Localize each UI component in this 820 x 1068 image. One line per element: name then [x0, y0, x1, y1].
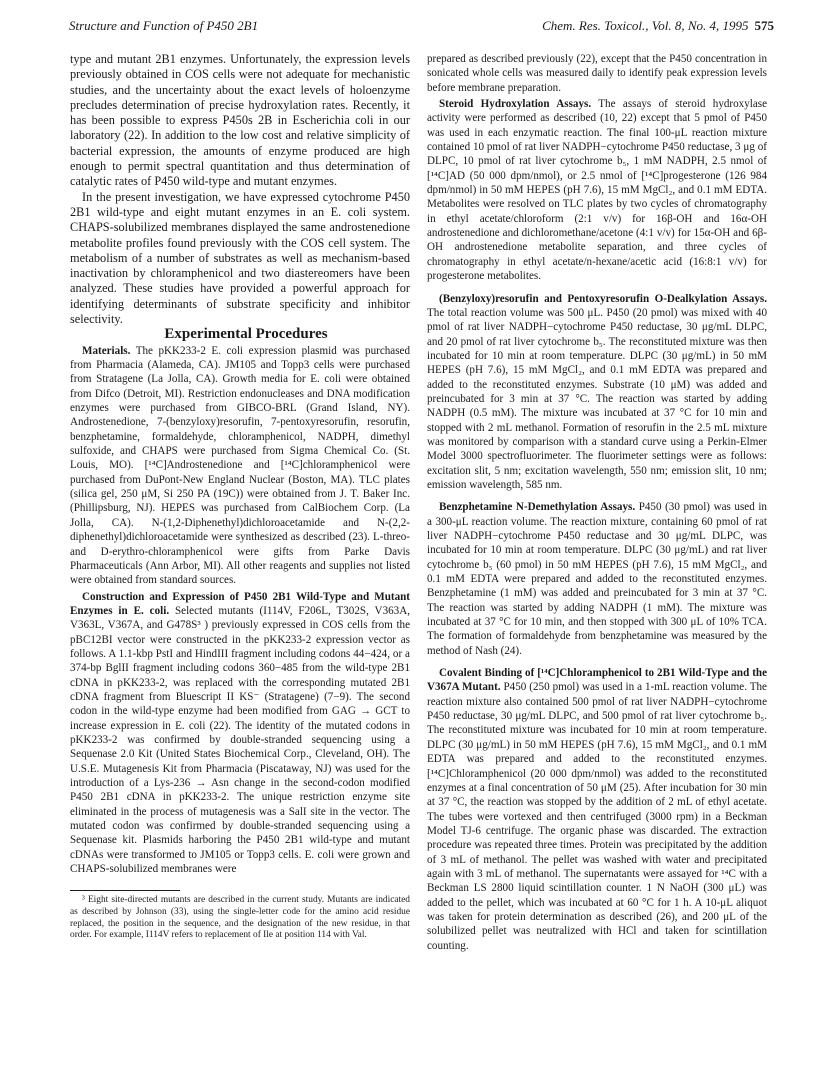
- section-title: Experimental Procedures: [164, 326, 328, 343]
- footnote: ³ Eight site-directed mutants are described in the current study. Mutants are indicated as described by Johnson (33), using the single-letter code for the amino acid residue replaced, the position in the sequence, and the designation of the new residue, in that order. For example, I114V refers to replacement of Ile at position 114 with Val.: [70, 895, 410, 941]
- materials-paragraph: [70, 344, 410, 588]
- benzphetamine-heading: Benzphetamine N-Demethylation Assays.: [439, 501, 636, 514]
- journal-citation: [542, 18, 774, 34]
- covalent-binding-heading: Covalent Binding of [¹⁴C]Chloramphenicol to 2B1 Wild-Type and the V367A Mutant.: [427, 667, 767, 694]
- intro-paragraph-1: type and mutant 2B1 enzymes. Unfortunately, the expression levels previously obtained in COS cells were not adequate for mechanistic studies, and the uncertainty about the exact levels of holoenzyme precludes determination of precise hydroxylation rates. Recently, it has been possible to express P450s 2B in Escherichia coli in our laboratory (22). In addition to the low cost and relative simplicity of bacterial expression, the amounts of enzyme produced are high enough to permit spectral quantitation and thus determination of catalytic rates of P450 wild-type and mutant enzymes.: [70, 52, 410, 189]
- footnote-divider: [70, 890, 180, 891]
- continued-paragraph: prepared as described previously (22), except that the P450 concentration in sonicated whole cells was measured daily to identify peak expression levels before membrane preparation.: [427, 53, 767, 94]
- covalent-binding-text: P450 (250 pmol) was used in a 1-mL reaction volume. The reaction mixture also contained 500 pmol of rat liver NADPH−cytochrome P450 reductase, 30 μg/mL DLPC, and 500 pmol of rat liver cytochrome b₅. The reconstituted mixture was incubated for 10 min at room temperature. DLPC (30 μg/mL) in 50 mM HEPES (pH 7.6), 15 mM MgCl₂, and 0.1 mM EDTA was prepared and added to the reconstituted enzymes. [¹⁴C]Chloramphenicol (20 000 dpm/nmol) was added to the reconstituted enzymes at a final concentration of 50 μM (25). After incubation for 30 min at 37 °C, the reaction was stopped by the addition of 2 mL of ethyl acetate. The tubes were vortexed and then centrifuged (3000 rpm) in a Beckman Model TJ-6 centrifuge. The organic phase was discarded. The extraction procedure was repeated three times. Protein was precipitated by the addition of 3 mL of methanol. The pellet was washed with water and precipitated again with 3 mL of methanol. The supernatants were assayed for ¹⁴C with a Beckman LS 2800 liquid scintillation counter. 1 N NaOH (300 μL) was added to the pellet, which was incubated at 60 °C for 1 h. A 10-μL aliquot was taken for protein determination as described (26), and 200 μL of the solubilized pellet was neutralized with HCl and taken for scintillation counting.: [427, 681, 767, 952]
- steroid-paragraph: [427, 97, 767, 283]
- construction-heading: Construction and Expression of P450 2B1 Wild-Type and Mutant Enzymes in E. coli.: [70, 590, 410, 617]
- benzphetamine-text: P450 (30 pmol) was used in a 300-μL reaction volume. The reaction mixture, containing 60 pmol of rat liver NADPH−cytochrome P450 reductase and 30 μg/mL DLPC, was incubated for 10 min at room temperature. DLPC (30 μg/mL) and rat liver cytochrome b₅ (60 pmol) in 50 mM HEPES (pH 7.6), 15 mM MgCl₂, and 0.1 mM EDTA were prepared and added to the reconstituted enzymes. Benzphetamine (1 mM) was added and preincubated for 3 min at 37 °C. The reaction was started by adding NADPH (1 mM). The mixture was incubated at 37 °C for 10 min, and then stopped with 300 μL of 10% TCA. The formation of formaldehyde from benzphetamine was measured by the method of Nash (24).: [427, 501, 767, 657]
- materials-text: The pKK233-2 E. coli expression plasmid was purchased from Pharmacia (Alameda, CA). JM105 and Topp3 cells were purchased from Stratagene (La Jolla, CA). Growth media for E. coli were obtained from Difco (Detroit, MI). Restriction endonucleases and DNA modification enzymes were purchased from GIBCO-BRL (Grand Island, NY). Androstenedione, 7-(benzyloxy)resorufin, 7-pentoxyresorufin, resorufin, benzphetamine, formaldehyde, chloramphenicol, NADPH, dimethyl sulfoxide, and CHAPS were purchased from Sigma Chemical Co. (St. Louis, MO). [¹⁴C]Androstenedione and [¹⁴C]chloramphenicol were purchased from DuPont-New England Nuclear (Boston, MA). TLC plates (silica gel, 250 μM, Si 250 PA (19C)) were obtained from J. T. Baker Inc. (Phillipsburg, NJ). HEPES was purchased from CalBiochem Corp. (La Jolla, CA). N-(1,2-Diphenethyl)dichloroacetamide and N-(2,2-diphenethyl)dichloroacetamide were synthesized as described (23). L-threo- and D-erythro-chloramphenicol were gifts from Parke Davis Pharmaceuticals (Ann Arbor, MI). All other reagents and supplies not listed were obtained from standard sources.: [70, 344, 410, 587]
- page-number: 575: [754, 18, 774, 33]
- journal-name: Chem. Res. Toxicol., Vol. 8, No. 4, 1995: [542, 18, 749, 33]
- right-column: [427, 52, 767, 953]
- running-header: [0, 0, 820, 40]
- construction-text: Selected mutants (I114V, F206L, T302S, V363A, V363L, V367A, and G478S³ ) previously expressed in COS cells from the pBC12BI vector were constructed in the pKK233-2 expression vector as follows. A 1.1-kbp PstI and HindIII fragment including codons 44−424, or a 374-bp BglII fragment including codons 360−485 from the wild-type 2B1 cDNA in pKK233-2, was replaced with the corresponding mutated 2B1 cDNA fragment from Bluescript II KS⁻ (Stratagene) (7−9). The second codon in the wild-type enzyme had been modified from GAG → GCT to increase expression in E. coli (22). The identity of the mutated codons in pKK233-2 was confirmed by double-stranded sequencing using a Sequenase 2.0 Kit (United States Biochemical Corp., Cleveland, OH). The U.S.E. Mutagenesis Kit from Pharmacia (Piscataway, NJ) was used for the introduction of a Lys-236 → Asn change in the second-codon modified P450 2B1 cDNA in pKK233-2. The unique restriction enzyme site eliminated in the process of mutagenesis was a SalI site in the vector. The mutated codon was confirmed by double-stranded sequencing using a Sequenase kit. Plasmids harboring the P450 2B1 wild-type and mutant cDNAs were transformed to JM105 or Topp3 cells. E. coli were grown and CHAPS-solubilized membranes were: [70, 604, 410, 876]
- intro-paragraph-2: In the present investigation, we have expressed cytochrome P450 2B1 wild-type and eight mutant enzymes in an E. coli system. CHAPS-solubilized membranes displayed the same androstenedione metabolite profiles found previously with the COS cell system. The metabolism of a number of substrates as well as mechanism-based inactivation by chloramphenicol and two diastereomers have been analyzed. These studies have provided a powerful approach for identifying determinants of substrate specificity and inhibitor selectivity.: [70, 189, 410, 327]
- benzyloxy-heading: (Benzyloxy)resorufin and Pentoxyresorufin O-Dealkylation Assays.: [439, 292, 767, 305]
- running-title: Structure and Function of P450 2B1: [69, 18, 259, 33]
- covalent-binding-paragraph: [427, 666, 767, 953]
- benzyloxy-paragraph: [427, 292, 767, 493]
- steroid-text: The assays of steroid hydroxylase activity were performed as described (10, 22) except that 5 pmol of P450 was used in each enzymatic reaction. The final 100-μL reaction mixture contained 10 pmol of rat liver NADPH−cytochrome P450 reductase, 3 μg of DLPC, 10 pmol of rat liver cytochrome b₅, 1 mM NADPH, 2.5 nmol of [¹⁴C]AD (50 000 dpm/nmol), or 2.5 nmol of [¹⁴C]progesterone (126 984 dpm/nmol) in 50 mM HEPES (pH 7.6), 15 mM MgCl₂, and 0.1 mM EDTA. Metabolites were resolved on TLC plates by two cycles of chromatography in ethyl acetate/chloroform (2:1 v/v) for 16β-OH and 16α-OH androstenedione and dichloromethane/acetone (4:1 v/v) for 15α-OH and 6β-OH androstenedione metabolite separation, and three cycles of chromatography in ethyl acetate/n-hexane/acetic acid (16:8:1 v/v) for progesterone metabolites.: [427, 98, 767, 283]
- benzphetamine-paragraph: [427, 500, 767, 658]
- construction-paragraph: [70, 590, 410, 877]
- left-column: [70, 52, 410, 942]
- steroid-heading: Steroid Hydroxylation Assays.: [439, 98, 592, 111]
- materials-heading: Materials.: [82, 344, 131, 357]
- benzyloxy-text: The total reaction volume was 500 μL. P450 (20 pmol) was mixed with 40 pmol of rat liver NADPH−cytochrome P450 reductase, 30 μg/mL DLPC, and 20 pmol of rat liver cytochrome b₅. The reconstituted mixture was then incubated for 10 min at room temperature. DLPC (30 μg/mL) in 50 mM HEPES (pH 7.6), 15 mM MgCl₂, and 0.1 mM EDTA was prepared and added to the reconstituted enzymes. Substrate (10 μM) was added and preincubated for 3 min at 37 °C. The reaction was started by adding NADPH (0.5 mM). The mixture was incubated at 37 °C for 10 min and stopped with 2 mL methanol. Formation of resorufin in the 2.5 mL mixture was monitored by comparison with a standard curve using a Perkin-Elmer Model 3000 spectrofluorimeter. The fluorimeter settings were as follows: excitation slit, 5 nm; excitation wavelength, 550 nm; emission slit, 10 nm; emission wavelength, 585 nm.: [427, 306, 767, 491]
